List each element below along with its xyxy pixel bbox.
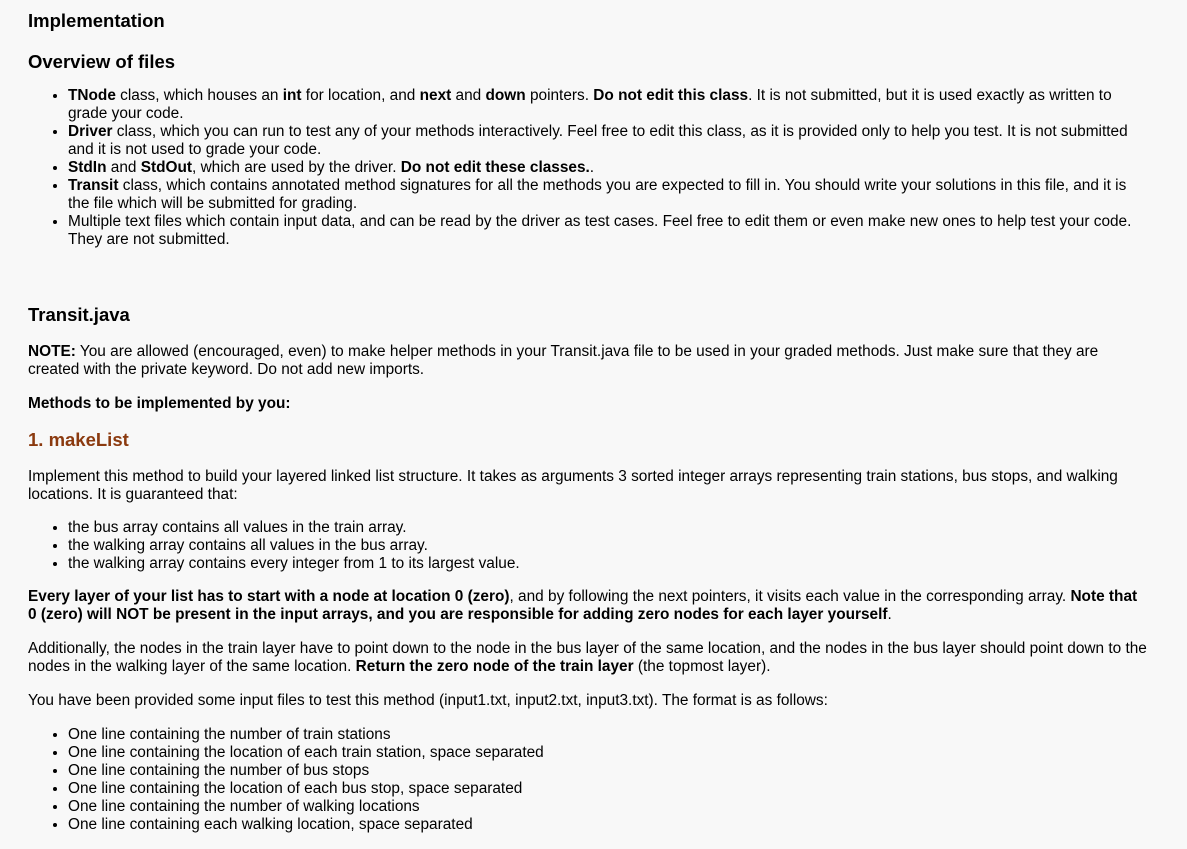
down-pointers-paragraph: Additionally, the nodes in the train layer have to point down to the node in the bus layer of the same location, and the nodes in the bus layer should point down to the nodes in the walking layer of the same location. Return the zero node of the train layer (the topmost layer). xyxy=(28,640,1147,675)
files-list xyxy=(28,87,1147,249)
list-item: • One line containing the number of bus stops xyxy=(68,762,1147,780)
implementation-heading: Implementation xyxy=(28,10,165,31)
make-list-intro: Implement this method to build your layered linked list structure. It takes as arguments 3 sorted integer arrays representing train stations, bus stops, and walking locations. It is guaranteed that: xyxy=(28,468,1118,503)
list-item: • the walking array contains every integer from 1 to its largest value. xyxy=(68,555,1147,573)
list-item: • the walking array contains all values in the bus array. xyxy=(68,537,1147,555)
list-item: • One line containing each walking location, space separated xyxy=(68,816,1147,834)
list-item-text-files: • Multiple text files which contain input data, and can be read by the driver as test cases. Feel free to edit them or even make new ones to help test your code. They are not submitted. xyxy=(68,213,1147,249)
list-item-tnode: • TNode class, which houses an int for location, and next and down pointers. Do not edit this class. It is not submitted, but it is used exactly as written to grade your code. xyxy=(68,87,1147,123)
list-item-stdin-stdout: • StdIn and StdOut, which are used by the driver. Do not edit these classes.. xyxy=(68,159,1147,177)
list-item: • One line containing the number of walking locations xyxy=(68,798,1147,816)
methods-label: Methods to be implemented by you: xyxy=(28,395,291,412)
list-item: • One line containing the number of train stations xyxy=(68,726,1147,744)
zero-node-paragraph: Every layer of your list has to start with a node at location 0 (zero), and by following the next pointers, it visits each value in the corresponding array. Note that 0 (zero) will NOT be present in the input arrays, and you are responsible for adding zero nodes for each layer yourself. xyxy=(28,588,1138,623)
note-paragraph: NOTE: You are allowed (encouraged, even) to make helper methods in your Transit.java file to be used in your graded methods. Just make sure that they are created with the private keyword. Do not add new imports. xyxy=(28,343,1099,378)
overview-heading: Overview of files xyxy=(28,51,176,72)
make-list-title: 1. makeList xyxy=(28,429,129,450)
list-item: • One line containing the location of each bus stop, space separated xyxy=(68,780,1147,798)
list-item-driver: • Driver class, which you can run to test any of your methods interactively. Feel free to edit this class, as it is provided only to help you test. It is not submitted and it is not used to grade your code. xyxy=(68,123,1147,159)
input-format-list xyxy=(28,726,1147,834)
list-item-transit: • Transit class, which contains annotated method signatures for all the methods you are expected to fill in. You should write your solutions in this file, and it is the file which will be submitted for grading. xyxy=(68,177,1147,213)
guarantees-list xyxy=(28,519,1147,573)
input-files-paragraph: You have been provided some input files to test this method (input1.txt, input2.txt, input3.txt). The format is as follows: xyxy=(28,692,828,709)
list-item: • One line containing the location of each train station, space separated xyxy=(68,744,1147,762)
list-item: • the bus array contains all values in the train array. xyxy=(68,519,1147,537)
transit-heading: Transit.java xyxy=(28,304,130,325)
